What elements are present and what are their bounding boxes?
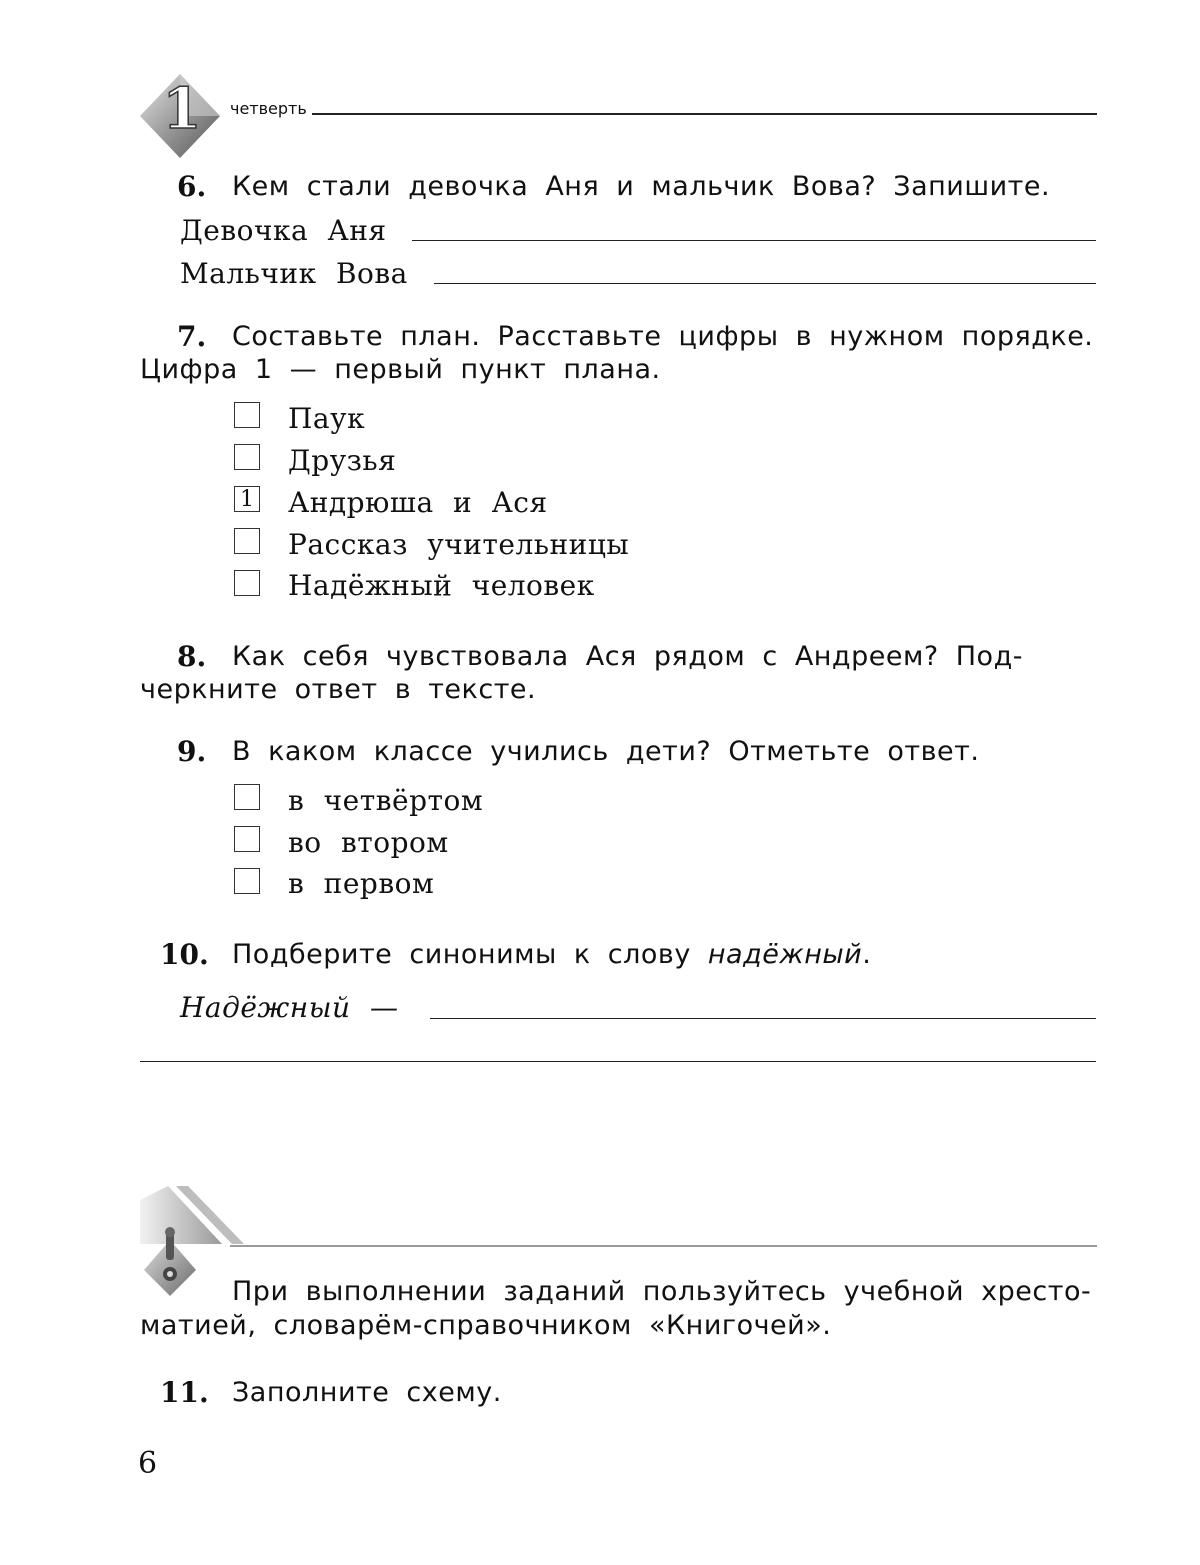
key-icon bbox=[140, 1226, 200, 1296]
plan-box-2[interactable] bbox=[234, 444, 260, 470]
q6-answer-line-vova[interactable] bbox=[434, 283, 1096, 284]
q10-answer-label: Надёжный — bbox=[180, 991, 399, 1024]
question-10-text bbox=[232, 939, 871, 970]
question-7-text-line1: Составьте план. Расставьте цифры в нужном порядке. bbox=[232, 321, 1094, 352]
plan-item-2: Друзья bbox=[288, 444, 397, 477]
q6-answer-line-anya[interactable] bbox=[412, 240, 1096, 241]
question-10-end: . bbox=[862, 939, 872, 970]
question-10-word: надёжный bbox=[707, 939, 863, 970]
question-9-text: В каком классе учились дети? Отметьте ответ. bbox=[232, 736, 980, 767]
question-7-number: 7. bbox=[177, 320, 207, 353]
question-8-text-line1: Как себя чувствовала Ася рядом с Андреем? Под- bbox=[232, 641, 1023, 672]
class-option-2: во втором bbox=[288, 826, 449, 859]
class-option-1: в четвёртом bbox=[288, 784, 484, 817]
header-rule bbox=[312, 113, 1097, 115]
q10-answer-line-2[interactable] bbox=[140, 1061, 1096, 1062]
question-10-prompt: Подберите синонимы к слову bbox=[232, 939, 691, 970]
class-option-box-1[interactable] bbox=[234, 784, 260, 810]
note-text-line1: При выполнении заданий пользуйтесь учебной хресто- bbox=[232, 1276, 1092, 1307]
question-7-text-line2: Цифра 1 — первый пункт плана. bbox=[140, 354, 661, 385]
question-9-number: 9. bbox=[177, 735, 207, 768]
question-10-number: 10. bbox=[160, 938, 209, 971]
class-option-box-3[interactable] bbox=[234, 868, 260, 894]
plan-item-4: Рассказ учительницы bbox=[288, 528, 630, 561]
plan-box-1[interactable] bbox=[234, 402, 260, 428]
question-6-text: Кем стали девочка Аня и мальчик Вова? Запишите. bbox=[232, 171, 1051, 202]
plan-box-5[interactable] bbox=[234, 570, 260, 596]
class-option-3: в первом bbox=[288, 867, 435, 900]
plan-box-4[interactable] bbox=[234, 528, 260, 554]
plan-item-3: Андрюша и Ася bbox=[288, 486, 548, 519]
question-6-number: 6. bbox=[177, 170, 207, 203]
note-rule bbox=[230, 1245, 1097, 1247]
note-text-line2: матией, словарём-справочником «Книгочей». bbox=[140, 1310, 832, 1341]
quarter-label: четверть bbox=[230, 99, 307, 118]
plan-item-1: Паук bbox=[288, 402, 366, 435]
question-8-number: 8. bbox=[177, 640, 207, 673]
question-11-number: 11. bbox=[160, 1376, 209, 1409]
plan-item-5: Надёжный человек bbox=[288, 569, 595, 602]
page-number: 6 bbox=[138, 1446, 158, 1481]
quarter-number: 1 bbox=[162, 76, 202, 142]
plan-box-3[interactable]: 1 bbox=[234, 486, 260, 512]
q6-answer-label-anya: Девочка Аня bbox=[180, 214, 387, 247]
q6-answer-label-vova: Мальчик Вова bbox=[180, 257, 408, 290]
class-option-box-2[interactable] bbox=[234, 826, 260, 852]
q10-answer-line-1[interactable] bbox=[430, 1018, 1096, 1019]
question-11-text: Заполните схему. bbox=[232, 1377, 502, 1408]
question-8-text-line2: черкните ответ в тексте. bbox=[140, 674, 537, 705]
